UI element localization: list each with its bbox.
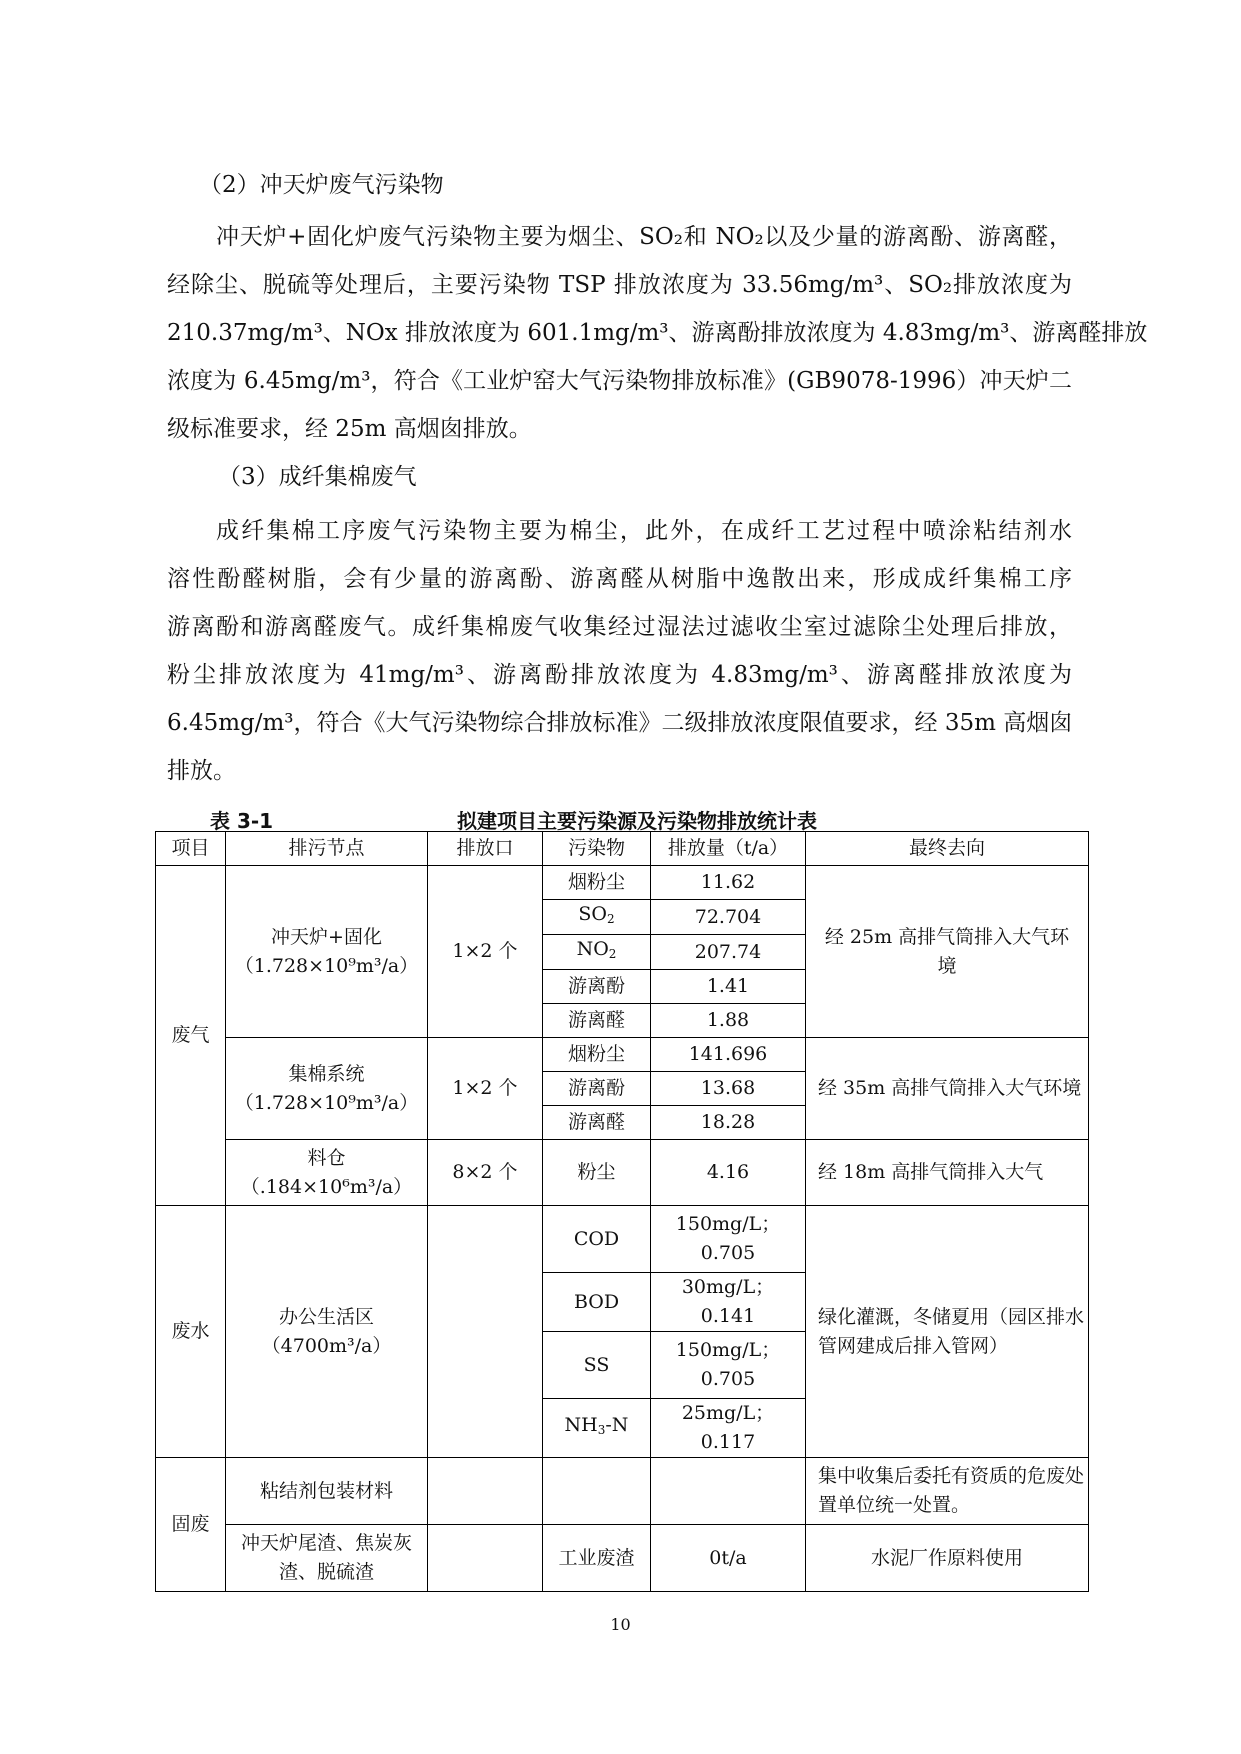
node-office: 办公生活区 （4700m³/a）	[226, 1206, 428, 1458]
header-pollutant: 污染物	[543, 832, 651, 866]
amount-cell: 4.16	[651, 1140, 806, 1206]
amount-cell: 141.696	[651, 1038, 806, 1072]
amount-cell: 207.74	[651, 935, 806, 970]
dest-binder-packaging: 集中收集后委托有资质的危废处置单位统一处置。	[806, 1458, 1089, 1525]
amount-cell: 72.704	[651, 900, 806, 935]
pollutant-cell: $NH_3-N$	[543, 1399, 651, 1458]
header-node: 排污节点	[226, 832, 428, 866]
outlet-empty	[428, 1458, 543, 1525]
pollution-table	[155, 831, 1089, 1592]
pollutant-cell: $SO_2$	[543, 900, 651, 935]
node-slag: 冲天炉尾渣、焦炭灰渣、脱硫渣	[226, 1525, 428, 1592]
para2-line-4: 粉尘排放浓度为 41mg/m³、游离酚排放浓度为 4.83mg/m³、游离醛排放浓度为	[167, 662, 1072, 688]
header-item: 项目	[156, 832, 226, 866]
para1-line-3: 210.37mg/m³、NOx 排放浓度为 601.1mg/m³、游离酚排放浓度为 4.83mg/m³、游离醛排放	[167, 320, 1148, 346]
table-title: 拟建项目主要污染源及污染物排放统计表	[457, 809, 817, 833]
table-row	[156, 866, 1089, 900]
dest-collector: 经 35m 高排气筒排入大气环境	[806, 1038, 1089, 1140]
dest-silo: 经 18m 高排气筒排入大气	[806, 1140, 1089, 1206]
amount-cell: 150mg/L；0.705	[651, 1332, 806, 1399]
node-silo: 料仓 （.184×10⁶m³/a）	[226, 1140, 428, 1206]
pollutant-cell: 烟粉尘	[543, 1038, 651, 1072]
pollutant-cell: 游离酚	[543, 1072, 651, 1106]
para1-line-5: 级标准要求，经 25m 高烟囱排放。	[167, 416, 532, 442]
pollutant-cell: 游离醛	[543, 1004, 651, 1038]
category-water: 废水	[156, 1206, 226, 1458]
para2-line-6: 排放。	[167, 758, 236, 784]
table-row	[156, 1458, 1089, 1525]
amount-cell: 11.62	[651, 866, 806, 900]
table-number: 表 3-1	[210, 809, 274, 833]
pollutant-empty	[543, 1458, 651, 1525]
node-collector: 集棉系统 （1.728×10⁹m³/a）	[226, 1038, 428, 1140]
amount-cell: 1.88	[651, 1004, 806, 1038]
pollutant-cell: SS	[543, 1332, 651, 1399]
section-2-heading: （2）冲天炉废气污染物	[199, 172, 444, 198]
header-amount: 排放量（t/a）	[651, 832, 806, 866]
amount-cell: 150mg/L；0.705	[651, 1206, 806, 1273]
amount-cell: 18.28	[651, 1106, 806, 1140]
amount-cell: 30mg/L；0.141	[651, 1273, 806, 1332]
amount-cell: 1.41	[651, 970, 806, 1004]
amount-empty	[651, 1458, 806, 1525]
amount-cell: 25mg/L；0.117	[651, 1399, 806, 1458]
category-gas: 废气	[156, 866, 226, 1206]
outlet-empty	[428, 1525, 543, 1592]
pollutant-cell: 游离酚	[543, 970, 651, 1004]
table-header-row	[156, 832, 1089, 866]
category-solid: 固废	[156, 1458, 226, 1592]
outlet-cupola: 1×2 个	[428, 866, 543, 1038]
para2-line-5: 6.45mg/m³，符合《大气污染物综合排放标准》二级排放浓度限值要求，经 35m 高烟囱	[167, 710, 1073, 736]
node-binder-packaging: 粘结剂包装材料	[226, 1458, 428, 1525]
amount-cell: 0t/a	[651, 1525, 806, 1592]
table-row	[156, 1525, 1089, 1592]
para2-line-1: 成纤集棉工序废气污染物主要为棉尘，此外，在成纤工艺过程中喷涂粘结剂水	[216, 518, 1072, 544]
table-row	[156, 1206, 1089, 1273]
dest-slag: 水泥厂作原料使用	[806, 1525, 1089, 1592]
pollutant-cell: 游离醛	[543, 1106, 651, 1140]
table-row	[156, 1140, 1089, 1206]
outlet-silo: 8×2 个	[428, 1140, 543, 1206]
para1-line-4: 浓度为 6.45mg/m³，符合《工业炉窑大气污染物排放标准》(GB9078-1996）冲天炉二	[167, 368, 1072, 394]
dest-water: 绿化灌溉，冬储夏用（园区排水管网建成后排入管网）	[806, 1206, 1089, 1458]
para1-line-2: 经除尘、脱硫等处理后，主要污染物 TSP 排放浓度为 33.56mg/m³、SO₂排放浓度为	[167, 272, 1072, 298]
header-outlet: 排放口	[428, 832, 543, 866]
pollutant-cell: 粉尘	[543, 1140, 651, 1206]
pollutant-cell: 工业废渣	[543, 1525, 651, 1592]
para1-line-1: 冲天炉+固化炉废气污染物主要为烟尘、SO₂和 NO₂以及少量的游离酚、游离醛，	[216, 224, 1072, 250]
amount-cell: 13.68	[651, 1072, 806, 1106]
table-row	[156, 1038, 1089, 1072]
outlet-collector: 1×2 个	[428, 1038, 543, 1140]
node-cupola: 冲天炉+固化 （1.728×10⁹m³/a）	[226, 866, 428, 1038]
pollutant-cell: 烟粉尘	[543, 866, 651, 900]
outlet-office-empty	[428, 1206, 543, 1458]
para2-line-2: 溶性酚醛树脂，会有少量的游离酚、游离醛从树脂中逸散出来，形成成纤集棉工序	[167, 566, 1072, 592]
page-number: 10	[610, 1615, 631, 1634]
header-destination: 最终去向	[806, 832, 1089, 866]
para2-line-3: 游离酚和游离醛废气。成纤集棉废气收集经过湿法过滤收尘室过滤除尘处理后排放，	[167, 614, 1072, 640]
pollutant-cell: COD	[543, 1206, 651, 1273]
pollutant-cell: $NO_2$	[543, 935, 651, 970]
dest-cupola: 经 25m 高排气筒排入大气环境	[806, 866, 1089, 1038]
section-3-heading: （3）成纤集棉废气	[218, 464, 417, 490]
pollutant-cell: BOD	[543, 1273, 651, 1332]
